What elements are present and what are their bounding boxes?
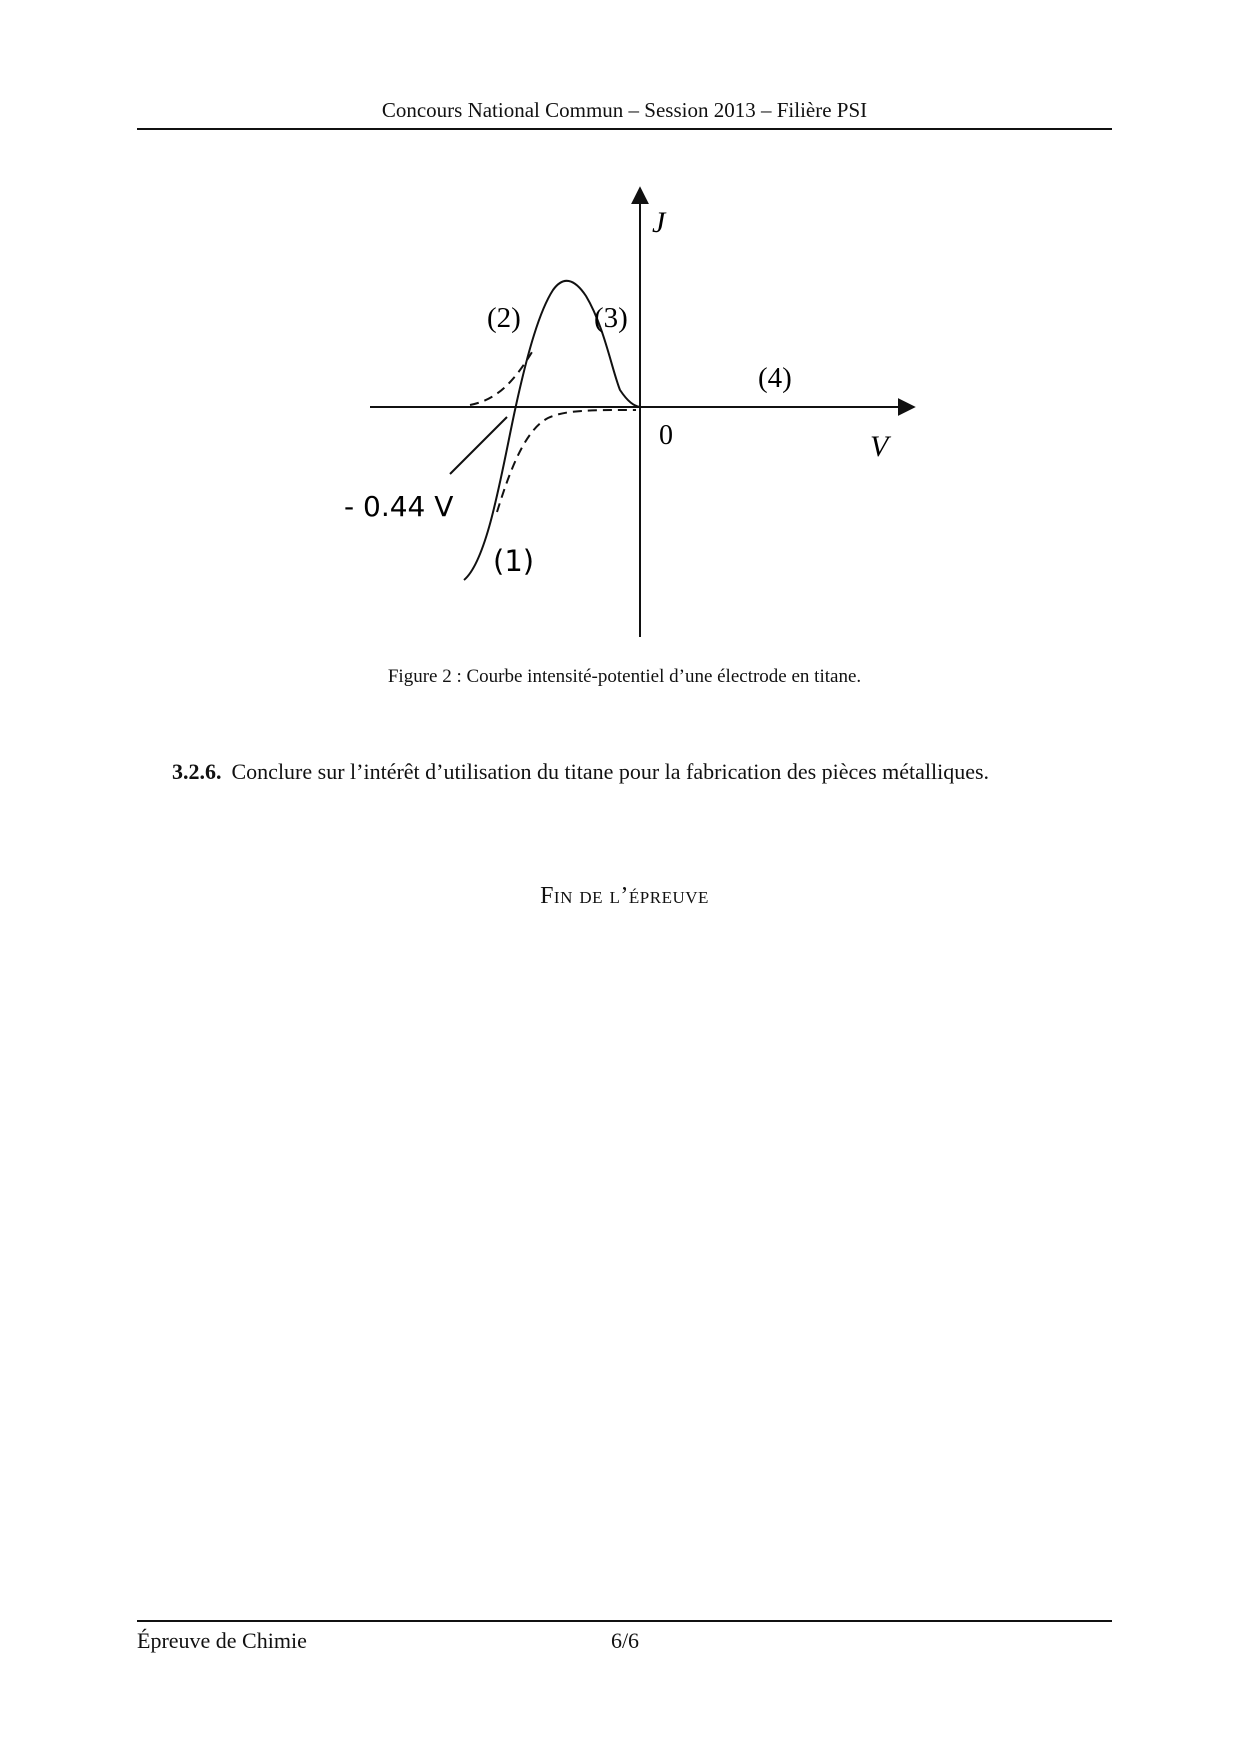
figure-caption: Figure 2 : Courbe intensité-potentiel d’une électrode en titane. bbox=[387, 666, 862, 687]
curve-label-2: (2) bbox=[487, 302, 521, 334]
end-of-exam: Fin de l’épreuve bbox=[540, 883, 709, 909]
question-number: 3.2.6. bbox=[172, 759, 222, 784]
question-3-2-6 bbox=[172, 759, 1132, 785]
v-axis-label: V bbox=[870, 430, 889, 463]
origin-label: 0 bbox=[659, 420, 673, 451]
figure-2 bbox=[0, 0, 1240, 700]
potential-pointer bbox=[450, 417, 507, 474]
j-axis-label: J bbox=[652, 206, 666, 239]
page-number: 6/6 bbox=[610, 1628, 640, 1653]
page-header: Concours National Commun – Session 2013 – Filière PSI bbox=[381, 98, 868, 122]
curve-label-1: (1) bbox=[493, 544, 535, 578]
footer-rule bbox=[137, 1620, 1112, 1622]
curve-dashed-lower bbox=[497, 410, 636, 512]
footer-subject: Épreuve de Chimie bbox=[137, 1628, 307, 1653]
curve-label-3: (3) bbox=[594, 302, 628, 334]
question-text: Conclure sur l’intérêt d’utilisation du titane pour la fabrication des pièces métalliques. bbox=[231, 759, 990, 784]
curve-label-4: (4) bbox=[758, 362, 792, 394]
potential-label: - 0.44 V bbox=[344, 490, 454, 523]
current-potential-diagram bbox=[0, 0, 1240, 700]
